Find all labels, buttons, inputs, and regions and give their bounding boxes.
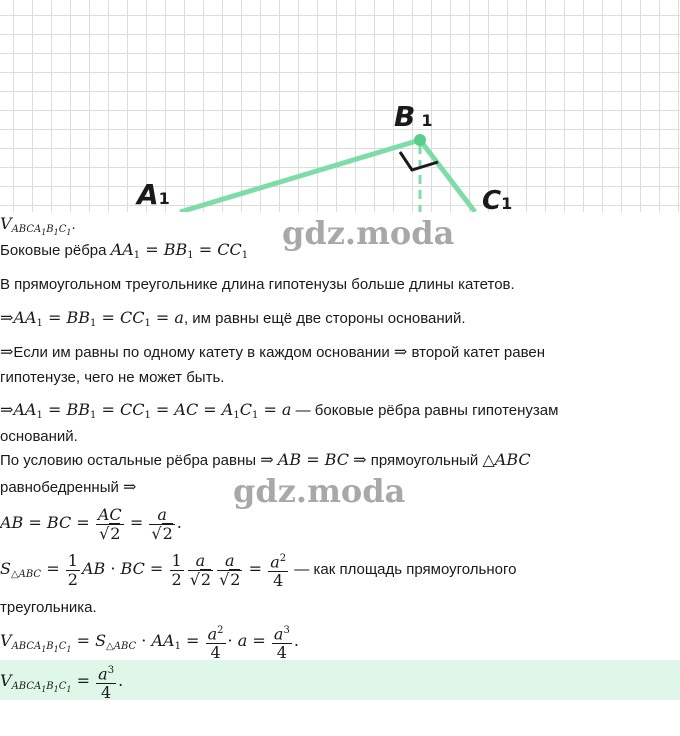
text-line-11: AB = BC = $\frac{AC}{√2}$ = $\frac{a}{√2}$ .	[0, 504, 182, 543]
text-line-6: гипотенузе, чего не может быть.	[0, 369, 225, 386]
text-line-10: равнобедренный ⇒	[0, 477, 137, 496]
label-c1: C1	[482, 186, 513, 216]
text-line-5: ⇒Если им равны по одному катету в каждом основании ⇒ второй катет равен	[0, 342, 546, 361]
text-line-13: треугольника.	[0, 599, 97, 616]
text-line-8: оснований.	[0, 428, 78, 445]
text-line-9: По условию остальные рёбра равны ⇒ AB = BC ⇒ прямоугольный △ABC	[0, 450, 531, 469]
text-line-3: В прямоугольном треугольнике длина гипотенузы больше длины катетов.	[0, 276, 515, 293]
watermark: gdz.moda	[233, 472, 406, 510]
text-line-15: $V_{ABCA_1B_1C_1}$ = $\frac{a^3}{4}$ .	[0, 660, 123, 711]
text-line-14: $V_{ABCA_1B_1C_1} = S_{\triangle ABC} \cdot AA_1$ = $\frac{a^2}{4}$ · a = $\frac{a^3}{4}$ .	[0, 620, 299, 671]
edge-b1-c1	[420, 140, 475, 212]
prism-figure	[0, 0, 680, 212]
text-line-7: $\Rightarrow AA_1 = BB_1 = CC_1$ = AC = $A_1C_1 = a$ — боковые рёбра равны гипотенузам	[0, 400, 559, 421]
text-line-1: $V_{ABCA_1B_1C_1}$.	[0, 214, 76, 237]
label-b1: B 1	[394, 100, 433, 133]
text-line-4: $\Rightarrow AA_1 = BB_1 = CC_1 = a$, им равны ещё две стороны оснований.	[0, 308, 466, 329]
watermark: gdz.moda	[282, 214, 455, 252]
point-b1	[414, 134, 426, 146]
text-line-2: Боковые рёбра $AA_1 = BB_1 = CC_1$	[0, 240, 249, 261]
edge-a1-b1	[180, 140, 420, 212]
label-a1: A1	[137, 178, 170, 211]
text-line-12: $S_{\triangle ABC}$ = $\frac{1}{2}$ AB · BC = $\frac{1}{2}$ $\frac{a}{√2}$ $\frac{a}{√2}$ = $\frac{a^2}{4}$ — как площадь прямоугольного	[0, 550, 517, 591]
